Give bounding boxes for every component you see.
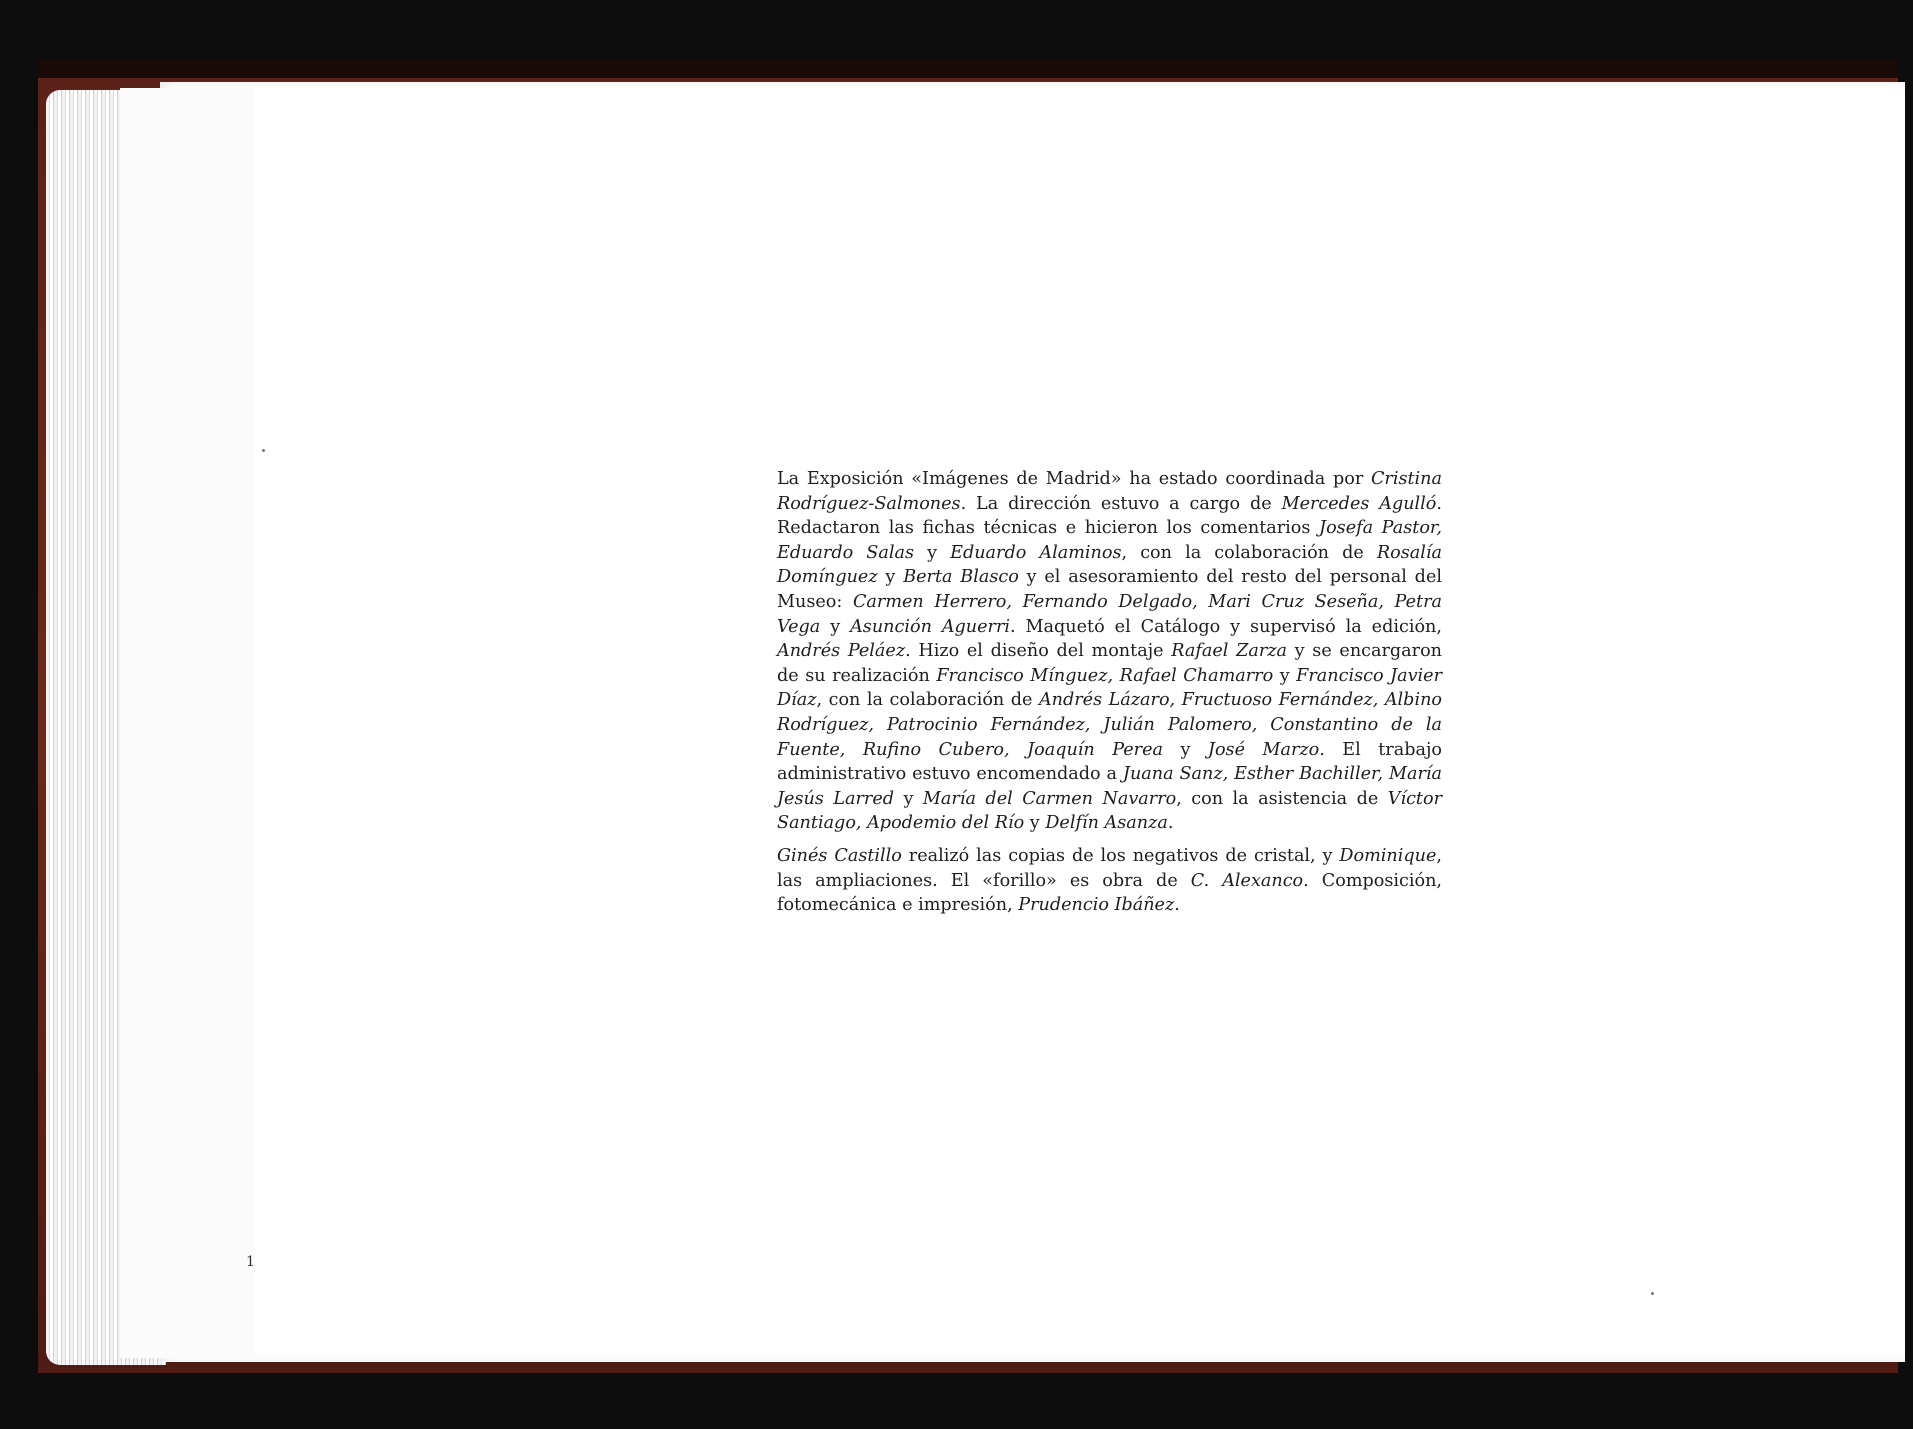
credit-name: Andrés Lázaro, Fructuoso Fernández, Albino Rodríguez, Patrocinio Fernández, Julián Palomero, Constantino de la Fuente, Rufino Cubero, Joaquín Perea	[777, 690, 1442, 760]
credit-name: Víctor Santiago, Apodemio del Río	[777, 788, 1443, 834]
page-gutter	[120, 88, 255, 1358]
credit-text: . Maquetó el Catálogo y supervisó la edición,	[1010, 616, 1442, 637]
credit-text: , con la colaboración de	[1121, 542, 1377, 563]
credit-name: Delfín Asanza	[1045, 813, 1168, 834]
credit-text: y	[913, 542, 951, 563]
credit-text: .	[1167, 813, 1174, 834]
credit-text: . La dirección estuvo a cargo de	[960, 493, 1282, 514]
credit-name: Mercedes Agulló	[1281, 493, 1437, 514]
credit-text: La Exposición «Imágenes de Madrid» ha estado coordinada por	[777, 469, 1371, 489]
credit-text: y	[1273, 665, 1297, 686]
credit-text: . Hizo el diseño del montaje	[905, 641, 1172, 662]
credits-paragraph-2	[777, 844, 1442, 918]
credit-name: Berta Blasco	[903, 567, 1019, 588]
credit-text: realizó las copias de los negativos de cristal, y	[901, 845, 1340, 866]
credit-name: Prudencio Ibáñez	[1018, 895, 1175, 916]
credit-name: Asunción Aguerri	[850, 616, 1010, 637]
credit-name: Francisco Javier Díaz	[777, 665, 1442, 711]
dust-speck	[1651, 1292, 1654, 1295]
credit-name: José Marzo	[1207, 739, 1320, 760]
credit-text: y	[1163, 739, 1208, 760]
credit-name: Cristina Rodríguez-Salmones	[777, 469, 1442, 514]
credit-text: . Redactaron las fichas técnicas e hicieron los comentarios	[777, 493, 1442, 539]
credit-name: María del Carmen Navarro	[922, 788, 1177, 809]
credit-text: y el asesoramiento del resto del personal del Museo:	[777, 567, 1442, 612]
credit-text: y	[1024, 813, 1046, 834]
credit-name: Eduardo Alaminos	[950, 542, 1122, 563]
credit-text: y	[894, 788, 923, 809]
credit-text: .	[1174, 895, 1180, 916]
credits-text-block	[777, 467, 1442, 926]
credit-name: Rafael Zarza	[1171, 641, 1287, 662]
credit-text: y	[877, 567, 904, 588]
credit-name: Dominique	[1339, 845, 1437, 866]
credit-text: . El trabajo administrativo estuvo encomendado a	[777, 739, 1443, 785]
dust-speck	[262, 449, 265, 452]
credit-text: , las ampliaciones. El «forillo» es obra de	[777, 845, 1442, 891]
credit-text: , con la asistencia de	[1176, 788, 1388, 809]
credit-name: Juana Sanz, Esther Bachiller, María Jesús Larred	[777, 764, 1442, 809]
page-number: 1	[246, 1254, 255, 1270]
credit-text: y se encargaron de su realización	[777, 641, 1443, 686]
credit-name: C. Alexanco	[1190, 870, 1304, 891]
book-cover-top-edge	[38, 60, 1898, 80]
credit-text: y	[820, 616, 851, 637]
credit-name: Rosalía Domínguez	[777, 542, 1442, 588]
credit-text: . Composición, fotomecánica e impresión,	[777, 870, 1443, 916]
credits-paragraph-1	[777, 467, 1442, 836]
credit-text: , con la colaboración de	[816, 690, 1039, 711]
credit-name: Carmen Herrero, Fernando Delgado, Mari Cruz Seseña, Petra Vega	[777, 591, 1442, 637]
credit-name: Josefa Pastor, Eduardo Salas	[777, 518, 1442, 563]
credit-name: Andrés Peláez	[777, 641, 906, 662]
credit-name: Ginés Castillo	[777, 845, 902, 866]
credit-name: Francisco Mínguez, Rafael Chamarro	[936, 665, 1274, 686]
